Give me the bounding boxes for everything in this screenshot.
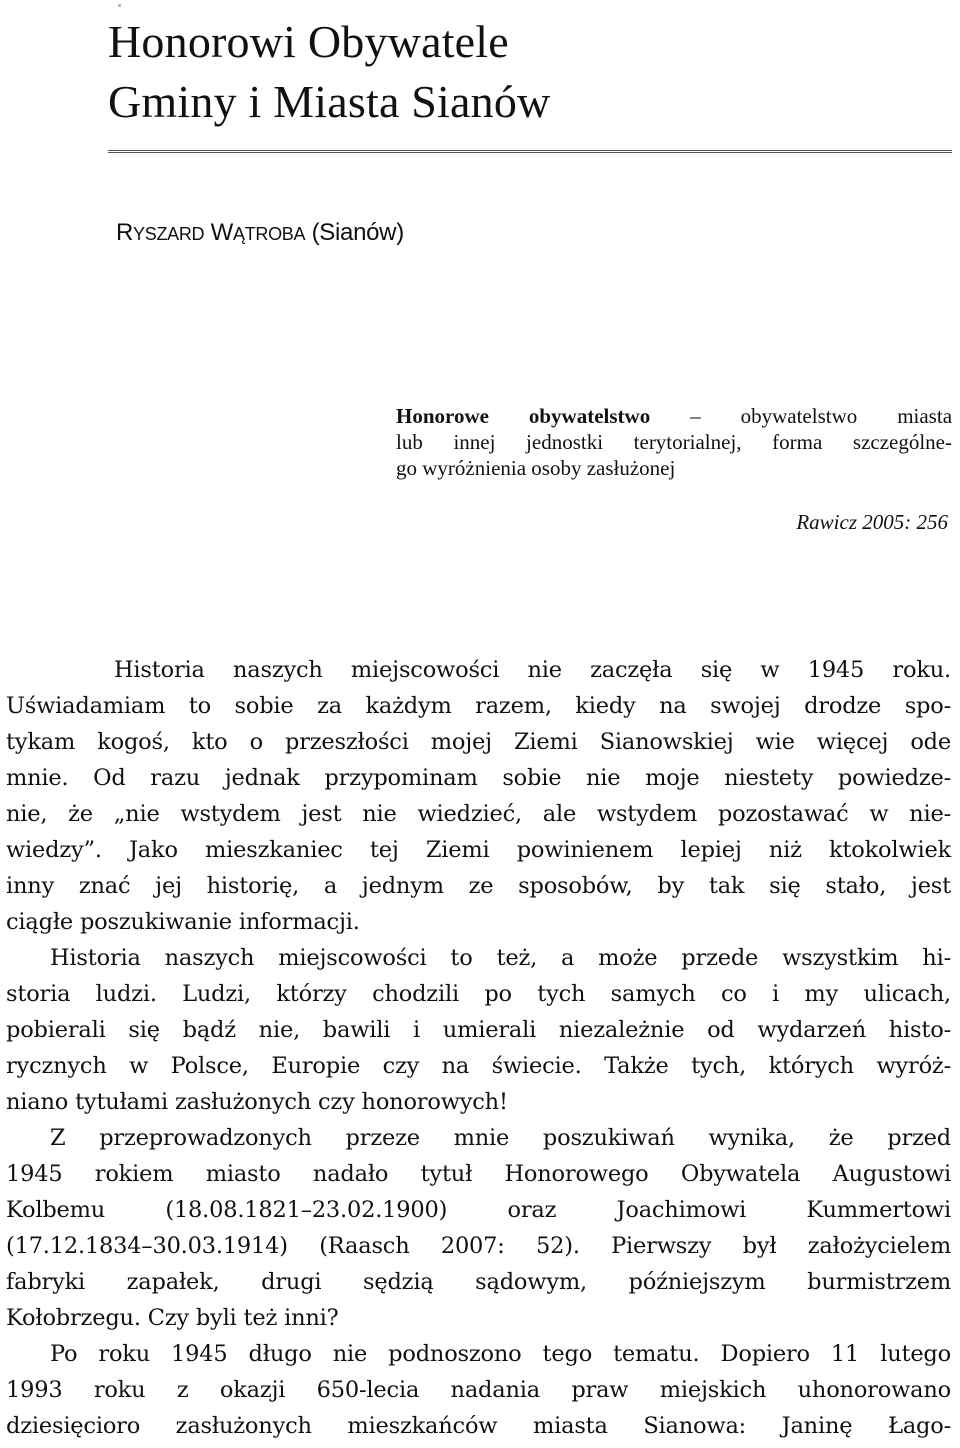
body-line: Z przeprowadzonych przeze mnie poszukiwań wynika, że przed	[50, 1125, 951, 1151]
body-line: storia ludzi. Ludzi, którzy chodzili po tych samych co i my ulicach,	[6, 981, 951, 1007]
author-rest-2: ĄTROBA	[233, 224, 306, 244]
page-mark	[118, 4, 121, 7]
body-line: rycznych w Polsce, Europie czy na świecie. Także tych, których wyróż-	[6, 1053, 951, 1079]
body-line: inny znać jej historię, a jednym ze sposobów, by tak się stało, jest	[6, 873, 951, 899]
body-line: wiedzy”. Jako mieszkaniec tej Ziemi powinienem lepiej niż ktokolwiek	[6, 837, 951, 863]
body-line: 1945 rokiem miasto nadało tytuł Honorowego Obywatela Augustowi	[6, 1161, 951, 1187]
body-line: pobierali się bądź nie, bawili i umierali niezależnie od wydarzeń histo-	[6, 1017, 951, 1043]
title-line-1: Honorowi Obywatele	[108, 16, 509, 67]
body-line: dziesięcioro zasłużonych mieszkańców miasta Sianowa: Janinę Łago-	[6, 1413, 951, 1439]
author-byline	[116, 219, 404, 247]
author-initial-2: W	[210, 219, 233, 246]
article-title	[108, 12, 952, 153]
body-line: fabryki zapałek, drugi sędzią sądowym, późniejszym burmistrzem	[6, 1269, 951, 1295]
motto-term: Honorowe obywatelstwo	[396, 404, 651, 428]
body-line: Kolbemu (18.08.1821–23.02.1900) oraz Joachimowi Kummertowi	[6, 1197, 951, 1223]
motto-source: Rawicz 2005: 256	[796, 510, 948, 534]
body-line: tykam kogoś, kto o przeszłości mojej Ziemi Sianowskiej wie więcej ode	[6, 729, 951, 755]
motto-quote	[396, 403, 952, 481]
body-line: mnie. Od razu jednak przypominam sobie nie moje niestety powiedze-	[6, 765, 951, 791]
body-line: Historia naszych miejscowości nie zaczęła się w 1945 roku.	[114, 657, 951, 683]
author-initial-1: R	[116, 219, 134, 246]
motto-line-3: go wyróżnienia osoby zasłużonej	[396, 456, 676, 480]
author-place: (Sianów)	[311, 219, 404, 246]
title-line-2: Gminy i Miasta Sianów	[108, 76, 551, 127]
body-line: niano tytułami zasłużonych czy honorowych!	[6, 1089, 508, 1115]
body-line: Kołobrzegu. Czy byli też inni?	[6, 1305, 339, 1331]
body-line: nie, że „nie wstydem jest nie wiedzieć, ale wstydem pozostawać w nie-	[6, 801, 951, 827]
body-line: 1993 roku z okazji 650-lecia nadania praw miejskich uhonorowano	[6, 1377, 951, 1403]
body-line: Po roku 1945 długo nie podnoszono tego tematu. Dopiero 11 lutego	[50, 1341, 951, 1367]
article-body	[6, 652, 951, 1444]
body-line: (17.12.1834–30.03.1914) (Raasch 2007: 52). Pierwszy był założycielem	[6, 1233, 951, 1259]
author-rest-1: YSZARD	[133, 224, 205, 244]
body-line: Historia naszych miejscowości to też, a może przede wszystkim hi-	[50, 945, 951, 971]
body-line: Uświadamiam to sobie za każdym razem, kiedy na swojej drodze spo-	[6, 693, 951, 719]
motto-line-2: lub innej jednostki terytorialnej, forma szczególne-	[396, 430, 952, 454]
body-line: ciągłe poszukiwanie informacji.	[6, 909, 360, 935]
motto-line-1: – obywatelstwo miasta	[650, 404, 953, 428]
